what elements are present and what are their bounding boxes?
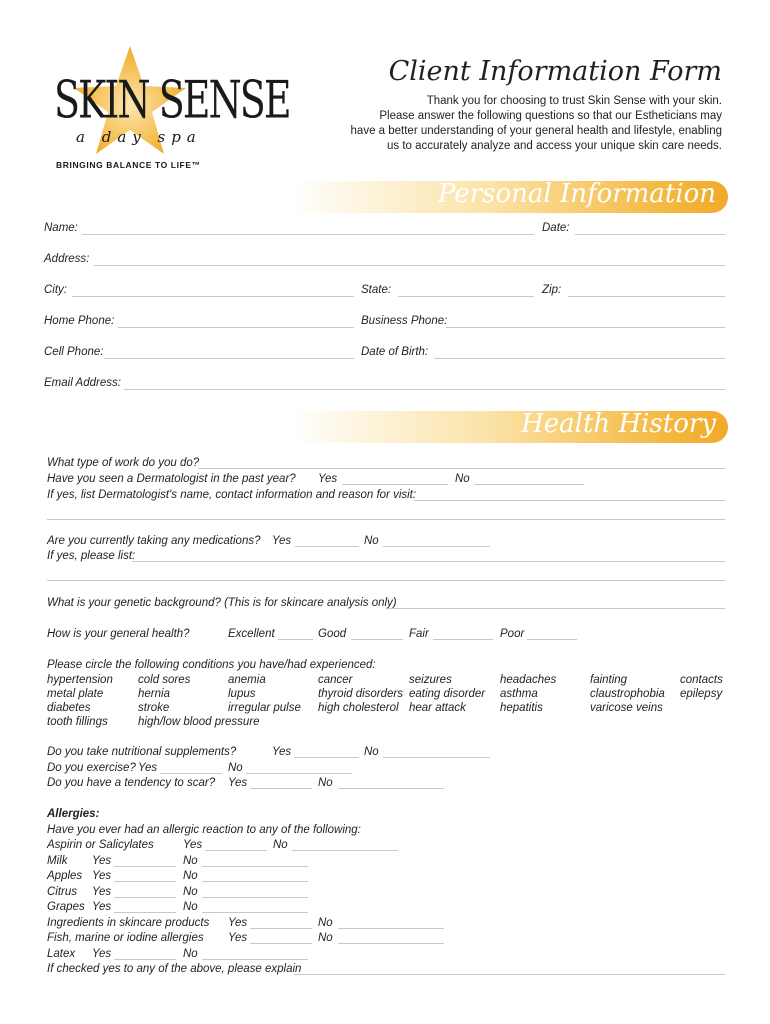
condition-item[interactable]: fainting xyxy=(590,674,628,686)
date-field[interactable] xyxy=(575,234,725,235)
meds-label: Are you currently taking any medications? xyxy=(47,535,261,547)
city-label: City: xyxy=(44,284,67,296)
work-label: What type of work do you do? xyxy=(47,457,200,469)
good-field[interactable] xyxy=(351,639,403,640)
allergy-no-field[interactable] xyxy=(338,928,444,929)
meds-yes-label: Yes xyxy=(272,535,292,547)
condition-item[interactable]: stroke xyxy=(138,702,170,714)
meds-no-field[interactable] xyxy=(383,546,490,547)
allergy-yes-field[interactable] xyxy=(114,897,176,898)
personal-info-title: Personal Information xyxy=(437,179,716,209)
condition-item[interactable]: thyroid disorders xyxy=(318,688,404,700)
zip-field[interactable] xyxy=(568,296,725,297)
condition-item[interactable]: hepatitis xyxy=(500,702,543,714)
meds-list-field-2[interactable] xyxy=(47,580,725,581)
condition-item[interactable]: hernia xyxy=(138,688,170,700)
conditions-label: Please circle the following conditions you have/had experienced: xyxy=(47,659,376,671)
skin-sense-logo xyxy=(40,44,290,184)
condition-item[interactable]: epilepsy xyxy=(680,688,723,700)
health-history-title: Health History xyxy=(521,409,716,439)
fair-label: Fair xyxy=(409,628,429,640)
address-field[interactable] xyxy=(94,265,725,266)
meds-list-field[interactable] xyxy=(132,561,725,562)
allergy-yes-label: Yes xyxy=(228,917,248,929)
scar-label: Do you have a tendency to scar? xyxy=(47,777,216,789)
intro-line-4: us to accurately analyze and access your unique skin care needs. xyxy=(387,140,722,152)
exercise-yes-label: Yes xyxy=(138,762,158,774)
poor-field[interactable] xyxy=(527,639,577,640)
condition-item[interactable]: seizures xyxy=(409,674,452,686)
supplements-no-label: No xyxy=(364,746,379,758)
good-label: Good xyxy=(318,628,347,640)
allergy-label: Latex xyxy=(47,948,76,960)
allergy-no-field[interactable] xyxy=(202,897,308,898)
derm-list-label: If yes, list Dermatologist's name, contact information and reason for visit: xyxy=(47,489,417,501)
exercise-no-field[interactable] xyxy=(246,773,352,774)
condition-item[interactable]: hypertension xyxy=(47,674,113,686)
allergy-no-label: No xyxy=(183,855,198,867)
allergy-yes-label: Yes xyxy=(183,839,203,851)
allergy-label: Grapes xyxy=(47,901,85,913)
scar-no-label: No xyxy=(318,777,333,789)
state-field[interactable] xyxy=(398,296,534,297)
allergy-label: Fish, marine or iodine allergies xyxy=(47,932,204,944)
allergy-no-field[interactable] xyxy=(202,866,308,867)
allergy-yes-label: Yes xyxy=(92,855,112,867)
logo-wordmark: SKIN SENSE xyxy=(54,70,290,130)
derm-list-field-2[interactable] xyxy=(47,519,725,520)
exercise-no-label: No xyxy=(228,762,243,774)
derm-no-field[interactable] xyxy=(474,484,584,485)
condition-item[interactable]: asthma xyxy=(500,688,538,700)
intro-line-3: have a better understanding of your general health and lifestyle, enabling xyxy=(350,125,722,137)
allergy-no-field[interactable] xyxy=(202,881,308,882)
business-phone-label: Business Phone: xyxy=(361,315,448,327)
allergy-yes-field[interactable] xyxy=(205,850,267,851)
supplements-yes-label: Yes xyxy=(272,746,292,758)
allergy-yes-label: Yes xyxy=(228,932,248,944)
home-phone-label: Home Phone: xyxy=(44,315,115,327)
email-field[interactable] xyxy=(124,389,725,390)
allergy-no-field[interactable] xyxy=(202,912,308,913)
dob-label: Date of Birth: xyxy=(361,346,429,358)
allergy-label: Citrus xyxy=(47,886,78,898)
meds-yes-field[interactable] xyxy=(295,546,359,547)
condition-item[interactable]: eating disorder xyxy=(409,688,486,700)
cell-phone-field[interactable] xyxy=(104,358,354,359)
allergy-yes-label: Yes xyxy=(92,870,112,882)
intro-line-2: Please answer the following questions so that our Estheticians may xyxy=(379,110,722,122)
supplements-no-field[interactable] xyxy=(383,757,490,758)
exercise-label: Do you exercise? xyxy=(47,762,136,774)
logo-tagline: BRINGING BALANCE TO LIFE™ xyxy=(56,160,201,170)
meds-no-label: No xyxy=(364,535,379,547)
logo-subtitle: a day spa xyxy=(76,128,202,146)
form-title: Client Information Form xyxy=(388,56,722,87)
allergy-no-label: No xyxy=(318,932,333,944)
condition-item[interactable]: tooth fillings xyxy=(47,716,108,728)
allergy-explain-field[interactable] xyxy=(294,974,725,975)
scar-yes-label: Yes xyxy=(228,777,248,789)
city-field[interactable] xyxy=(72,296,354,297)
allergy-explain-label: If checked yes to any of the above, please explain xyxy=(47,963,302,975)
meds-list-label: If yes, please list: xyxy=(47,550,136,562)
condition-item[interactable]: claustrophobia xyxy=(590,688,665,700)
condition-item[interactable]: high/low blood pressure xyxy=(138,716,260,728)
allergy-yes-label: Yes xyxy=(92,948,112,960)
allergy-label: Ingredients in skincare products xyxy=(47,917,210,929)
derm-label: Have you seen a Dermatologist in the past year? xyxy=(47,473,296,485)
allergy-no-label: No xyxy=(183,901,198,913)
allergy-yes-field[interactable] xyxy=(114,959,176,960)
state-label: State: xyxy=(361,284,392,296)
derm-no-label: No xyxy=(455,473,470,485)
condition-item[interactable]: cancer xyxy=(318,674,353,686)
name-field[interactable] xyxy=(82,234,534,235)
derm-yes-label: Yes xyxy=(318,473,338,485)
allergy-no-label: No xyxy=(183,870,198,882)
allergy-no-label: No xyxy=(183,886,198,898)
allergy-no-label: No xyxy=(318,917,333,929)
supplements-label: Do you take nutritional supplements? xyxy=(47,746,237,758)
scar-no-field[interactable] xyxy=(338,788,444,789)
condition-item[interactable]: irregular pulse xyxy=(228,702,301,714)
health-history-banner xyxy=(290,411,728,443)
allergy-yes-label: Yes xyxy=(92,901,112,913)
dob-field[interactable] xyxy=(434,358,725,359)
allergy-label: Apples xyxy=(47,870,83,882)
allergy-no-label: No xyxy=(183,948,198,960)
allergy-label: Aspirin or Salicylates xyxy=(47,839,154,851)
allergies-heading: Allergies: xyxy=(47,808,100,820)
allergy-yes-label: Yes xyxy=(92,886,112,898)
condition-item[interactable]: metal plate xyxy=(47,688,104,700)
business-phone-field[interactable] xyxy=(446,327,725,328)
general-health-label: How is your general health? xyxy=(47,628,190,640)
allergy-no-field[interactable] xyxy=(202,959,308,960)
intro-line-1: Thank you for choosing to trust Skin Sense with your skin. xyxy=(426,95,722,107)
scar-yes-field[interactable] xyxy=(250,788,312,789)
exercise-yes-field[interactable] xyxy=(160,773,222,774)
fair-field[interactable] xyxy=(433,639,493,640)
condition-item[interactable]: contacts xyxy=(680,674,723,686)
allergy-label: Milk xyxy=(47,855,68,867)
supplements-yes-field[interactable] xyxy=(295,757,359,758)
allergy-no-field[interactable] xyxy=(338,943,444,944)
allergy-no-field[interactable] xyxy=(292,850,398,851)
condition-item[interactable]: high cholesterol xyxy=(318,702,399,714)
allergies-question: Have you ever had an allergic reaction to any of the following: xyxy=(47,824,361,836)
name-label: Name: xyxy=(44,222,78,234)
derm-yes-field[interactable] xyxy=(342,484,448,485)
condition-item[interactable]: anemia xyxy=(228,674,266,686)
poor-label: Poor xyxy=(500,628,525,640)
zip-label: Zip: xyxy=(542,284,562,296)
date-label: Date: xyxy=(542,222,570,234)
address-label: Address: xyxy=(44,253,90,265)
condition-item[interactable]: lupus xyxy=(228,688,256,700)
work-field[interactable] xyxy=(198,468,725,469)
derm-list-field[interactable] xyxy=(414,500,725,501)
home-phone-field[interactable] xyxy=(118,327,354,328)
allergy-no-label: No xyxy=(273,839,288,851)
email-label: Email Address: xyxy=(44,377,121,389)
allergy-yes-field[interactable] xyxy=(114,912,176,913)
excellent-field[interactable] xyxy=(278,639,313,640)
allergy-yes-field[interactable] xyxy=(250,928,312,929)
genetic-field[interactable] xyxy=(388,608,725,609)
allergy-yes-field[interactable] xyxy=(114,881,176,882)
condition-item[interactable]: headaches xyxy=(500,674,557,686)
excellent-label: Excellent xyxy=(228,628,275,640)
condition-item[interactable]: cold sores xyxy=(138,674,191,686)
condition-item[interactable]: hear attack xyxy=(409,702,466,714)
condition-item[interactable]: diabetes xyxy=(47,702,91,714)
allergy-yes-field[interactable] xyxy=(250,943,312,944)
allergy-yes-field[interactable] xyxy=(114,866,176,867)
condition-item[interactable]: varicose veins xyxy=(590,702,663,714)
cell-phone-label: Cell Phone: xyxy=(44,346,104,358)
genetic-label: What is your genetic background? (This is for skincare analysis only) xyxy=(47,597,397,609)
personal-info-banner xyxy=(290,181,728,213)
